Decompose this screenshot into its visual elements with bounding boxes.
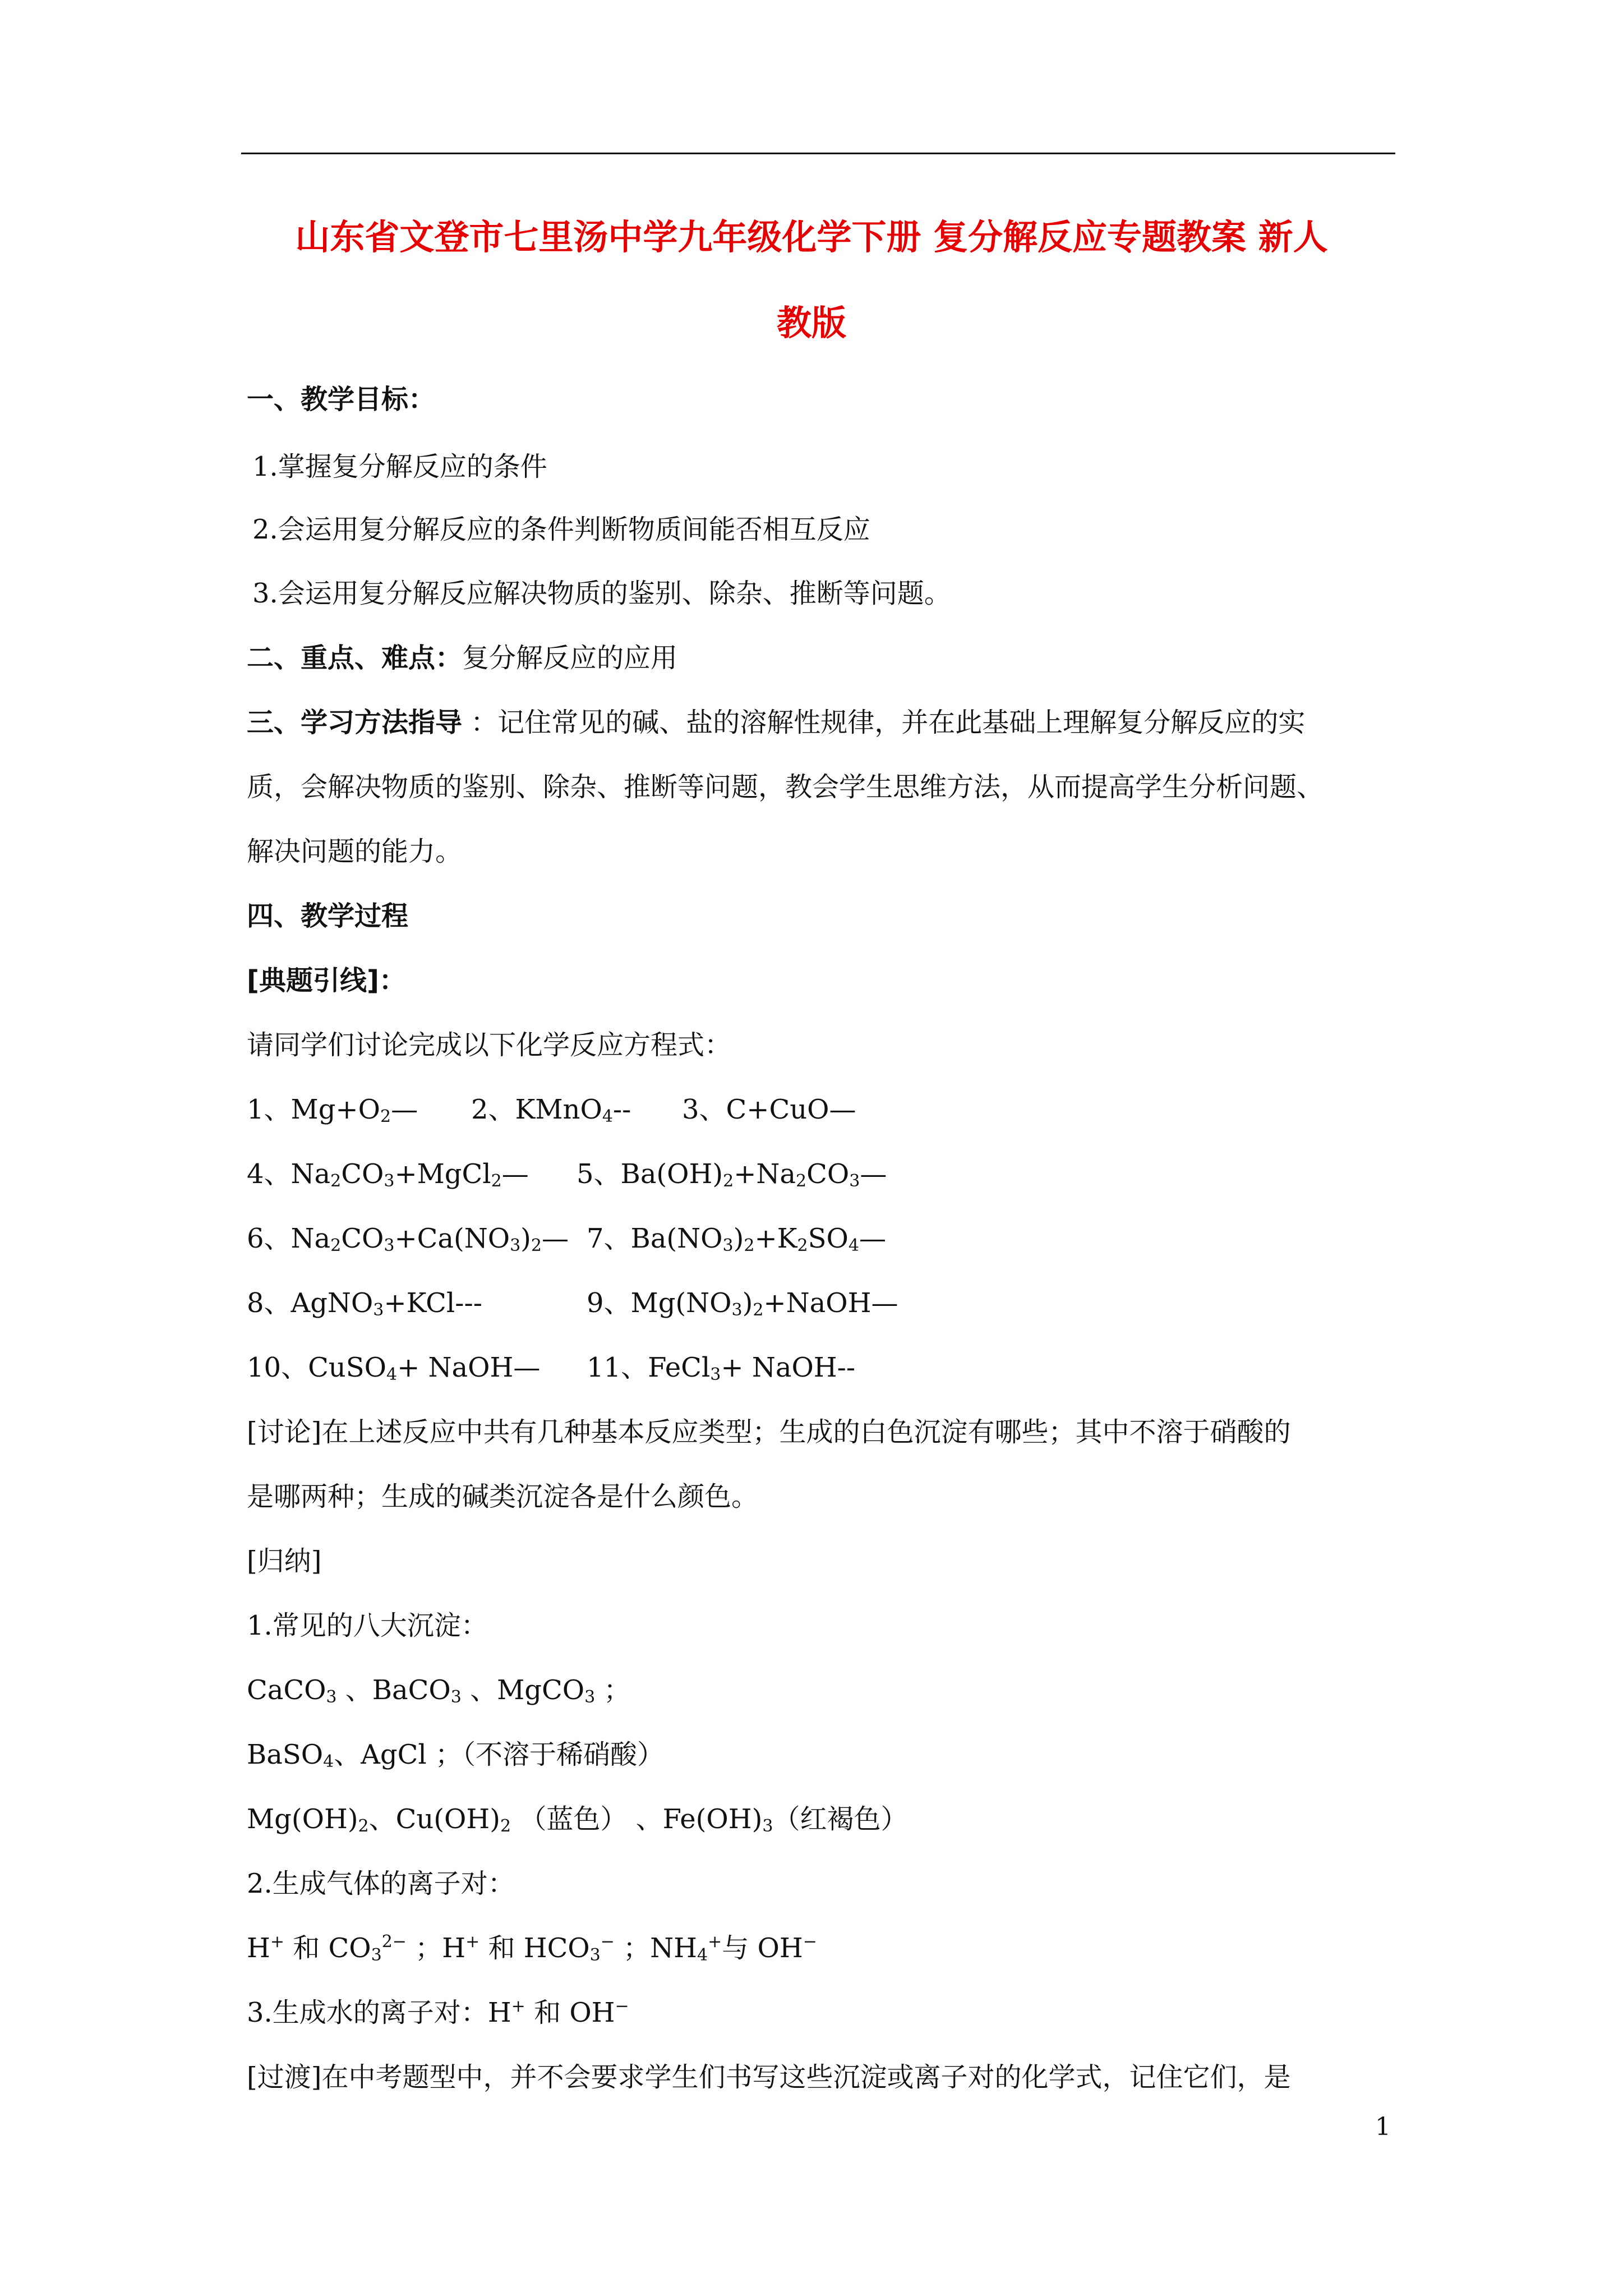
formula-token: +	[465, 1932, 480, 1952]
formula-token: 9、Mg(NO	[587, 1287, 732, 1319]
discussion-line-1: [讨论]在上述反应中共有几种基本反应类型；生成的白色沉淀有哪些；其中不溶于硝酸的	[247, 1416, 1291, 1448]
precipitates-heading: 1.常见的八大沉淀：	[247, 1610, 488, 1641]
formula-token: 3	[510, 1236, 521, 1255]
formula-token: —	[391, 1094, 418, 1125]
equation-4	[247, 1158, 529, 1191]
formula-token: +NaOH—	[763, 1287, 898, 1319]
formula-token: 3	[371, 1945, 382, 1965]
formula-token: +KCl---	[384, 1287, 482, 1319]
iron-hydroxide-formula	[636, 1803, 773, 1835]
formula-token: −	[803, 1932, 817, 1952]
formula-token: 、BaCO	[336, 1674, 451, 1706]
formula-token: 3	[762, 1816, 773, 1836]
carbonate-precipitates	[247, 1674, 631, 1707]
page-number: 1	[1375, 2113, 1391, 2141]
formula-token: 4	[386, 1365, 398, 1384]
equation-7	[587, 1223, 886, 1255]
formula-token: 2	[797, 1236, 808, 1255]
formula-token: 3	[450, 1687, 462, 1707]
discussion-line-2: 是哪两种；生成的碱类沉淀各是什么颜色。	[247, 1481, 759, 1512]
formula-token: —	[542, 1223, 569, 1254]
document-title-line-1: 山东省文登市七里汤中学九年级化学下册 复分解反应专题教案 新人	[295, 217, 1328, 257]
formula-token: +	[270, 1932, 284, 1952]
method-text-line-3: 解决问题的能力。	[247, 836, 463, 867]
formula-token: H	[247, 1932, 270, 1964]
equation-1	[247, 1094, 418, 1126]
section-key-points	[247, 642, 1410, 674]
exercise-prompt: 请同学们讨论完成以下化学反应方程式：	[247, 1029, 732, 1061]
formula-token: 3	[373, 1300, 384, 1320]
formula-token: --	[612, 1094, 631, 1125]
equation-2	[471, 1094, 631, 1126]
formula-token: 、Cu(OH)	[368, 1803, 500, 1835]
formula-token: 1、Mg+O	[247, 1094, 380, 1125]
formula-token: +	[708, 1932, 722, 1952]
equation-9	[587, 1287, 898, 1320]
formula-token: 3	[710, 1365, 721, 1384]
transition-text: [过渡]在中考题型中，并不会要求学生们书写这些沉淀或离子对的化学式，记住它们，是	[247, 2062, 1291, 2093]
red-brown-color-note: （红褐色）	[773, 1803, 908, 1835]
formula-token: 2	[531, 1236, 542, 1255]
equation-10	[247, 1352, 541, 1384]
formula-token: 、MgCO	[461, 1674, 585, 1706]
formula-token: H	[487, 1997, 511, 2028]
formula-token: ；H	[406, 1932, 466, 1964]
formula-token: + NaOH—	[397, 1352, 541, 1383]
formula-token: 和 OH	[525, 1997, 615, 2028]
formula-token: 3	[731, 1300, 743, 1320]
formula-token: 3	[589, 1945, 601, 1965]
nitric-acid-note: （不溶于稀硝酸）	[462, 1739, 664, 1770]
formula-token: —	[859, 1223, 886, 1254]
equation-11	[587, 1352, 856, 1384]
formula-token: + NaOH--	[721, 1352, 856, 1383]
formula-token: SO	[808, 1223, 849, 1254]
document-title-line-2: 教版	[776, 302, 846, 343]
formula-token: Mg(OH)	[247, 1803, 358, 1835]
formula-token: 2	[330, 1236, 342, 1255]
method-text-line-2: 质，会解决物质的鉴别、除杂、推断等问题，教会学生思维方法，从而提高学生分析问题、	[247, 771, 1324, 803]
formula-token: 2−	[381, 1932, 407, 1952]
formula-token: 4	[848, 1236, 859, 1255]
typical-problems-heading: [典题引线]：	[247, 965, 406, 996]
sulfate-chloride-precipitates	[247, 1739, 462, 1770]
equation-6	[247, 1223, 569, 1255]
equation-3	[682, 1096, 856, 1123]
formula-token: +Na	[734, 1158, 796, 1190]
formula-token: 3	[722, 1236, 734, 1255]
formula-token: 2、KMnO	[471, 1094, 602, 1125]
formula-token: 2	[500, 1816, 511, 1836]
formula-token: 5、Ba(OH)	[577, 1158, 723, 1190]
formula-token: 与 OH	[722, 1932, 803, 1964]
formula-token: 4	[323, 1752, 334, 1772]
formula-token: ；NH	[614, 1932, 698, 1964]
formula-token: −	[615, 1996, 629, 2016]
header-rule	[241, 153, 1395, 154]
section-heading-objectives: 一、教学目标：	[247, 384, 436, 415]
formula-token: 3、C+CuO—	[682, 1094, 856, 1125]
formula-token: )	[742, 1287, 753, 1319]
formula-token: +	[511, 1996, 525, 2016]
formula-token: 、Fe(OH)	[635, 1803, 763, 1835]
objective-1: 1.掌握复分解反应的条件	[252, 451, 547, 482]
hydroxide-precipitates-line	[247, 1803, 1410, 1836]
formula-token: CO	[806, 1158, 850, 1190]
formula-token: 3	[384, 1171, 395, 1191]
formula-token: BaSO	[247, 1739, 324, 1770]
summary-heading: [归纳]	[247, 1545, 322, 1577]
formula-token: 3	[584, 1687, 596, 1707]
formula-token: 2	[491, 1171, 502, 1191]
formula-token: +K	[754, 1223, 797, 1254]
formula-token: )	[733, 1223, 744, 1254]
formula-token: )	[520, 1223, 531, 1254]
gas-ion-pairs	[247, 1932, 1410, 1965]
formula-token: CO	[341, 1223, 384, 1254]
formula-token: 2	[358, 1816, 369, 1836]
formula-token: 4、Na	[247, 1158, 331, 1190]
formula-token: —	[501, 1158, 529, 1190]
section-heading-key-points: 二、重点、难点：	[247, 642, 463, 674]
insoluble-in-nitric-line	[247, 1739, 1410, 1772]
gas-ion-pairs-heading: 2.生成气体的离子对：	[247, 1868, 515, 1899]
hydroxide-formulas	[247, 1803, 511, 1835]
key-points-text: 复分解反应的应用	[462, 642, 678, 674]
formula-token: 10、CuSO	[247, 1352, 386, 1383]
formula-token: 4	[602, 1107, 613, 1126]
method-text-line-1: ：记住常见的碱、盐的溶解性规律，并在此基础上理解复分解反应的实	[462, 707, 1306, 738]
formula-token: 和 CO	[284, 1932, 371, 1964]
water-ion-pairs-line	[247, 1996, 1410, 2028]
equation-8	[247, 1287, 482, 1320]
formula-token: 2	[796, 1171, 807, 1191]
formula-token: 8、AgNO	[247, 1287, 374, 1319]
formula-token: CO	[341, 1158, 384, 1190]
objective-2: 2.会运用复分解反应的条件判断物质间能否相互反应	[252, 514, 870, 545]
formula-token: 3	[326, 1687, 337, 1707]
water-ion-pairs-heading: 3.生成水的离子对：	[247, 1997, 488, 2028]
formula-token: 3	[384, 1236, 395, 1255]
formula-token: 2	[753, 1300, 764, 1320]
blue-color-note: （蓝色）	[519, 1803, 628, 1835]
formula-token: 2	[723, 1171, 734, 1191]
formula-token: 6、Na	[247, 1223, 331, 1254]
formula-token: 和 HCO	[479, 1932, 590, 1964]
water-ion-pairs	[488, 1997, 629, 2028]
formula-token: 3	[849, 1171, 860, 1191]
formula-token: 4	[697, 1945, 708, 1965]
section-heading-method: 三、学习方法指导	[247, 707, 463, 738]
formula-token: 2	[330, 1171, 342, 1191]
formula-token: ；	[595, 1674, 631, 1706]
formula-token: +Ca(NO	[394, 1223, 510, 1254]
equation-5	[577, 1158, 887, 1191]
section-method-guidance	[247, 709, 1410, 736]
formula-token: —	[860, 1158, 887, 1190]
formula-token: −	[600, 1932, 615, 1952]
objective-3: 3.会运用复分解反应解决物质的鉴别、除杂、推断等问题。	[252, 578, 951, 609]
section-heading-process: 四、教学过程	[247, 900, 409, 932]
formula-token: +MgCl	[394, 1158, 491, 1190]
formula-token: CaCO	[247, 1674, 326, 1706]
formula-token: 7、Ba(NO	[587, 1223, 723, 1254]
formula-token: 2	[380, 1107, 391, 1126]
formula-token: 、AgCl ；	[334, 1739, 462, 1770]
formula-token: 2	[744, 1236, 755, 1255]
formula-token: 11、FeCl	[587, 1352, 711, 1383]
